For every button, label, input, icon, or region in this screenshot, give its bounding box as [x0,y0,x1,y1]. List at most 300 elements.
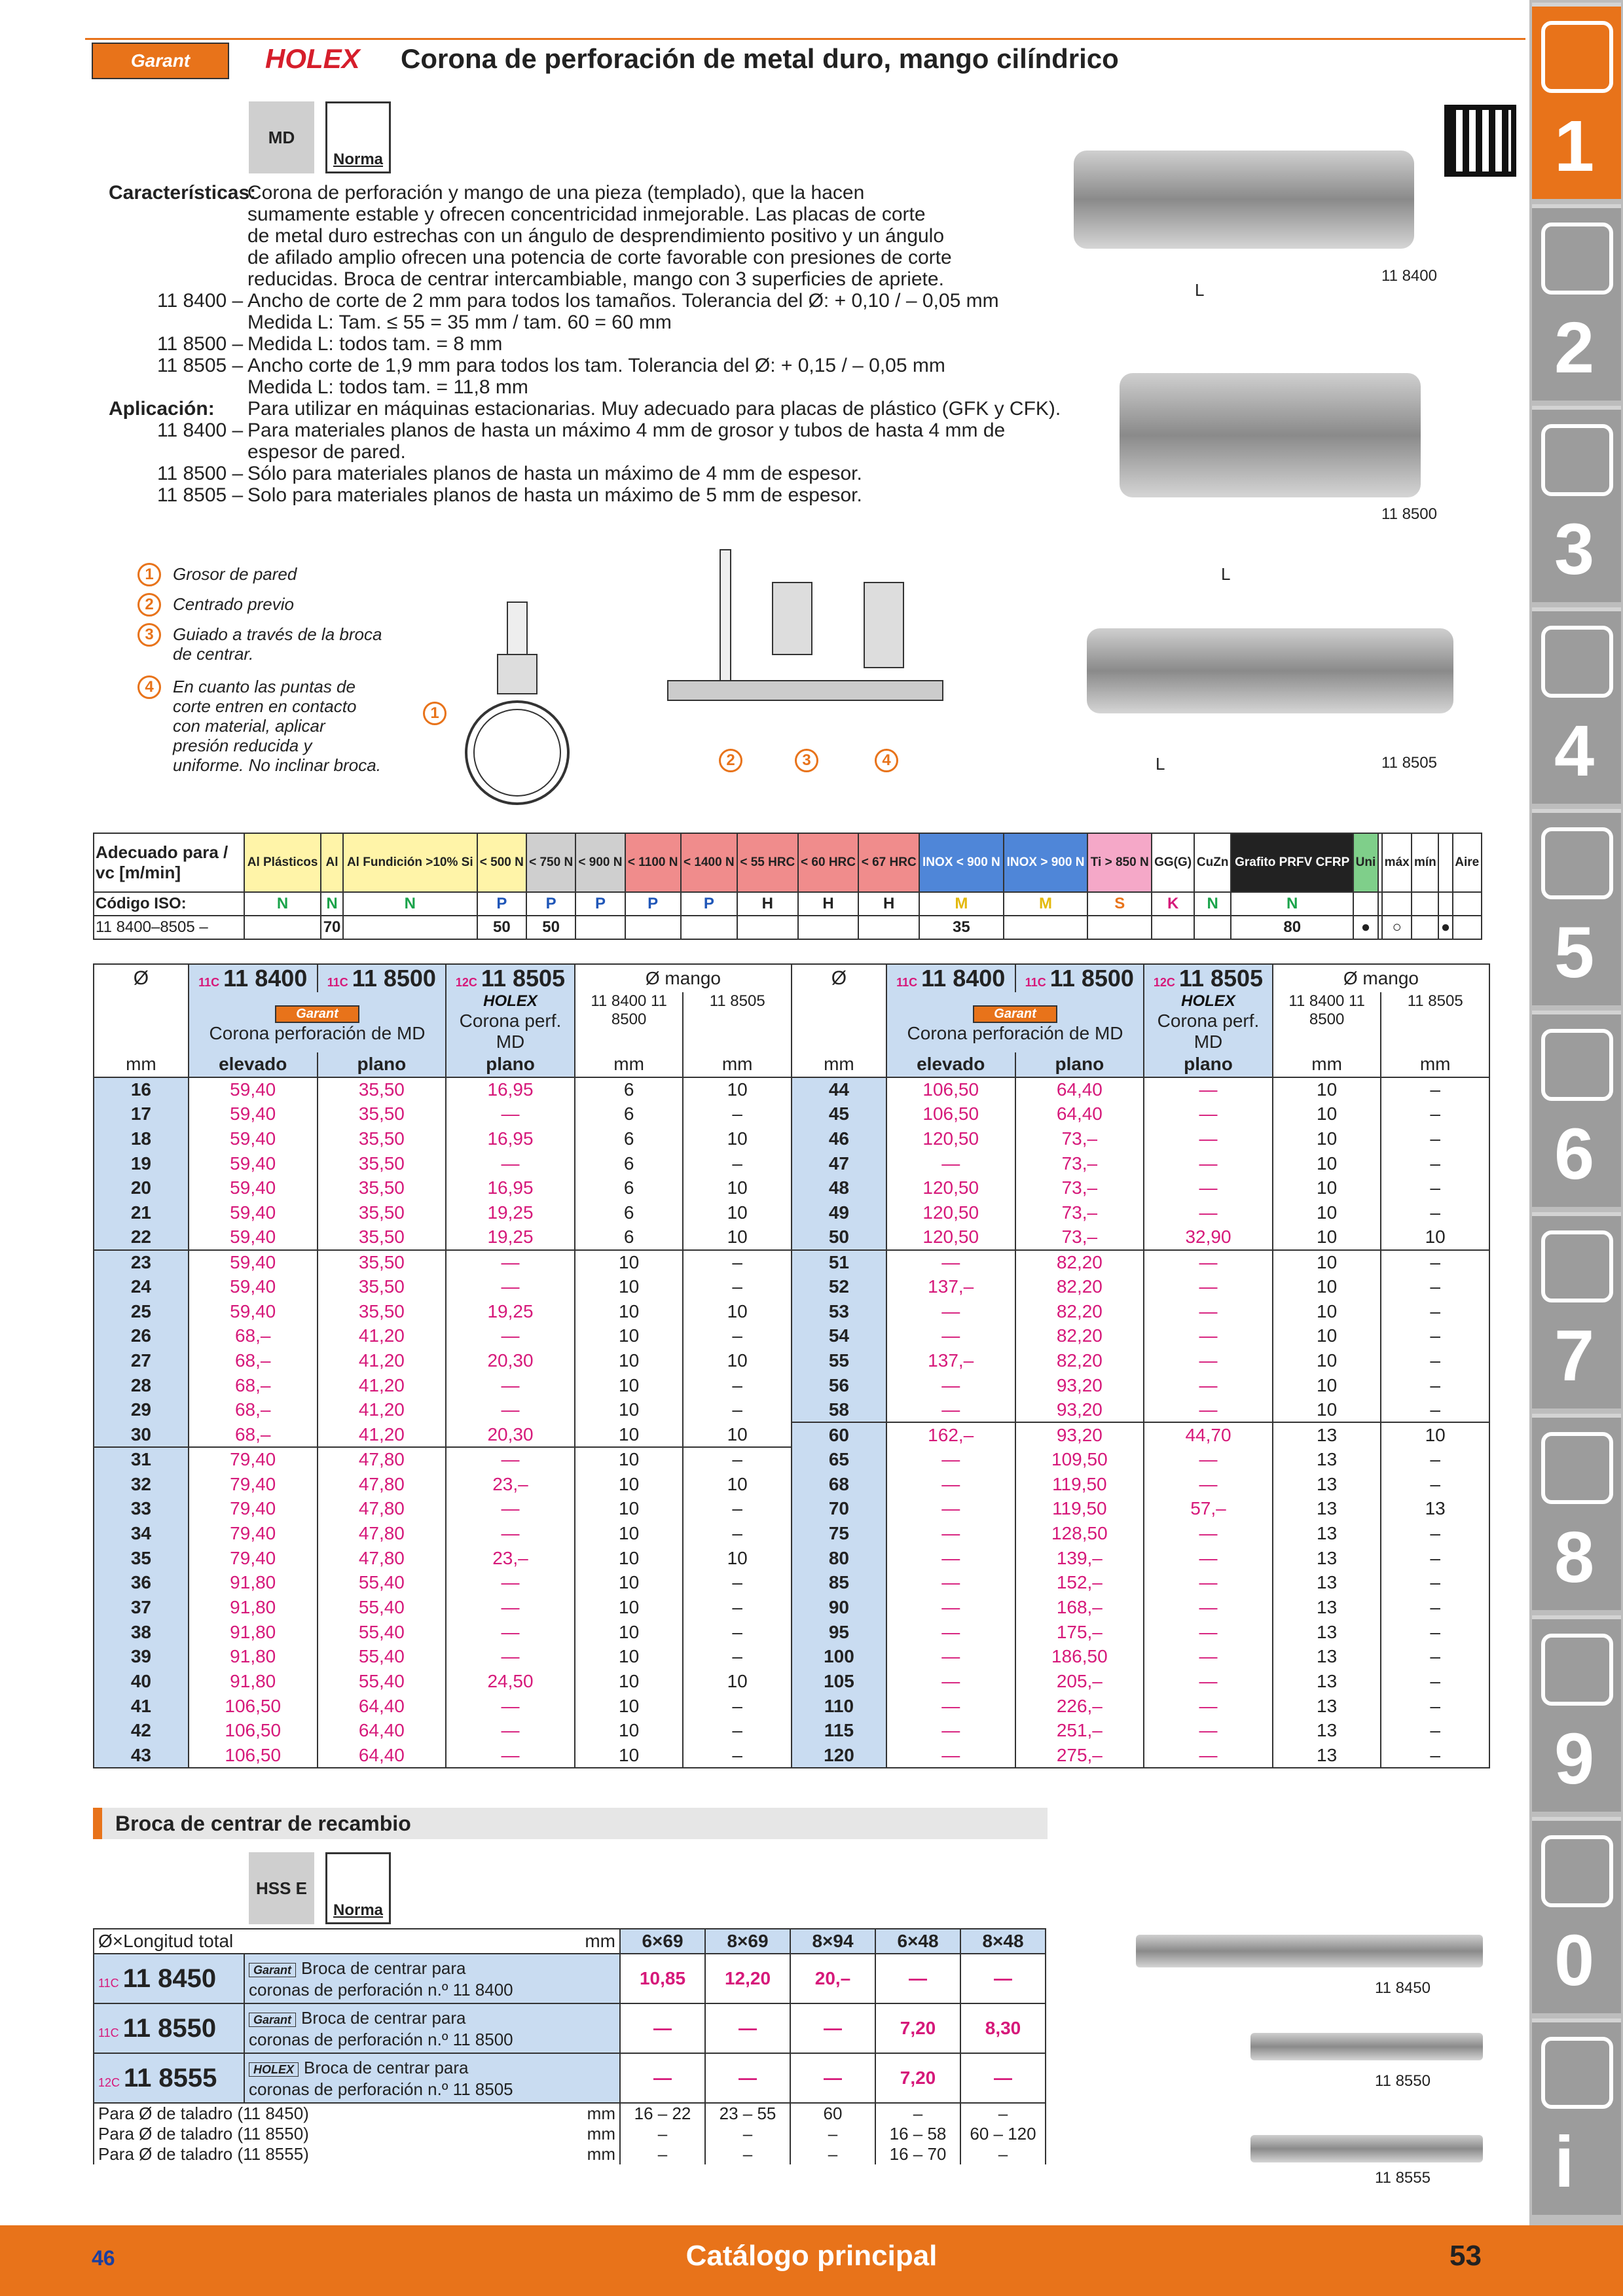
material-header: < 67 HRC [858,833,919,892]
spare-desc: coronas de perforación n.º 11 8500 [249,2029,513,2049]
price-cell: — [446,1274,575,1299]
article-code: 11 8450 [122,1964,217,1993]
aplicacion-label: Aplicación: [109,398,215,420]
diameter-cell: 120 [792,1743,886,1768]
price-cell: 47,80 [318,1546,447,1571]
shank-cell: – [683,1151,792,1176]
brand-logo: Garant [249,1963,296,1977]
table-row [792,1299,1489,1324]
size-header: 6×69 [620,1929,705,1954]
price-cell: — [875,1954,960,2003]
shank-cell: – [683,1398,792,1423]
price-cell: — [1144,1151,1273,1176]
table-row [792,1373,1489,1398]
price-cell: — [705,2003,790,2053]
table-row [792,1102,1489,1126]
price-cell: 251,– [1015,1719,1144,1744]
material-header: Grafito PRFV CFRP [1231,833,1353,892]
cutting-speed [575,916,625,939]
col-description: Corona perf. MD [459,1011,562,1052]
diameter-cell: 47 [792,1151,886,1176]
note-text: Guiado a través de la broca de centrar. [173,624,382,664]
unit-header: plano [318,1052,447,1077]
code-tag: 12C [455,976,477,989]
chapter-tab-7[interactable] [1532,1212,1621,1408]
col-code: 11 8500 [1049,965,1134,992]
iso-code: H [858,892,919,916]
price-cell: 8,30 [960,2003,1046,2053]
diagram-callout: 2 [719,749,742,772]
price-cell: 91,80 [189,1669,318,1694]
diameter-cell: 34 [94,1521,189,1546]
price-table-left [93,963,792,1768]
spec-code: 11 8505 – [157,355,244,376]
shank-cell: – [1381,1200,1489,1225]
price-cell: 64,40 [1015,1077,1144,1102]
diameter-cell: 75 [792,1521,886,1546]
note-number: 2 [137,593,161,617]
chapter-number: 3 [1554,509,1595,590]
price-cell: 32,90 [1144,1225,1273,1250]
chapter-tab-8[interactable] [1532,1414,1621,1610]
table-row [792,1398,1489,1423]
price-cell: 119,50 [1015,1496,1144,1521]
shank-cell: – [1381,1546,1489,1571]
table-row [94,1620,792,1645]
chapter-tab-4[interactable] [1532,607,1621,804]
col-118400-header [886,964,1015,992]
note-number: 3 [137,623,161,647]
price-cell: 16,95 [446,1077,575,1102]
spec-text: Medida L: todos tam. = 8 mm [247,333,503,355]
table-row [94,1694,792,1719]
diameter-cell: 35 [94,1546,189,1571]
description-line: de metal duro estrechas con un ángulo de desprendimiento positivo y un ángulo [247,225,945,247]
shank-cell: 10 [575,1422,684,1447]
price-cell: 55,40 [318,1570,447,1595]
shank-cell: – [1381,1299,1489,1324]
unit-header: elevado [189,1052,318,1077]
shank-cell: 10 [1273,1348,1381,1373]
shank-cell: – [683,1694,792,1719]
price-cell: 139,– [1015,1546,1144,1571]
material-header: INOX > 900 N [1004,833,1088,892]
price-cell: 79,40 [189,1496,318,1521]
holex-logo: HOLEX [265,43,360,74]
price-cell: 41,20 [318,1398,447,1423]
aplicacion-code: 11 8505 – [157,484,244,506]
shank-cell: – [683,1521,792,1546]
col-code: 11 8400 [921,965,1006,992]
cutting-speed: 35 [919,916,1004,939]
shank-cell: – [683,1447,792,1472]
cutting-speed [858,916,919,939]
shank-cell: 10 [683,1299,792,1324]
shank-cell: 10 [683,1225,792,1250]
qr-code-icon[interactable] [1444,105,1516,177]
price-cell: 82,20 [1015,1274,1144,1299]
table-row [792,1274,1489,1299]
aplicacion-text: espesor de pared. [247,441,406,463]
price-cell: 35,50 [318,1102,447,1126]
material-header: Al Plásticos [244,833,321,892]
price-cell: 73,– [1015,1126,1144,1151]
safety-icon [1541,1835,1613,1907]
price-cell: 68,– [189,1324,318,1349]
price-cell: 10,85 [620,1954,705,2003]
material-header: < 900 N [575,833,625,892]
info-icon [1541,2037,1613,2109]
shank-cell: 10 [575,1373,684,1398]
aplicacion-code: 11 8500 – [157,463,244,484]
price-cell: — [886,1472,1015,1497]
chapter-number: i [1554,2122,1575,2202]
size-header: 8×48 [960,1929,1046,1954]
price-cell: — [446,1496,575,1521]
note-number: 4 [137,675,161,699]
spec-text: Ancho corte de 1,9 mm para todos los tam. Tolerancia del Ø: + 0,15 / – 0,05 mm [247,355,945,376]
price-cell: 175,– [1015,1620,1144,1645]
table-row [792,1151,1489,1176]
diameter-cell: 90 [792,1595,886,1620]
product-label: 11 8505 [1381,754,1437,772]
caracteristicas-label: Características: [109,182,257,204]
size-header: 8×94 [790,1929,875,1954]
iso-code: N [321,892,343,916]
price-cell: 68,– [189,1373,318,1398]
shank-cell: – [683,1250,792,1275]
cutting-speed [1152,916,1194,939]
price-cell: 35,50 [318,1175,447,1200]
diameter-cell: 26 [94,1324,189,1349]
code-tag: 11C [896,976,918,989]
price-cell: 7,20 [875,2053,960,2103]
shank-cell: 10 [575,1595,684,1620]
material-header: Al [321,833,343,892]
shank-header: Ø mango [575,964,792,992]
table-row [94,1102,792,1126]
shank-cell: – [1381,1472,1489,1497]
table-row [792,1077,1489,1102]
shank-cell: – [1381,1570,1489,1595]
cutting-speed: ○ [1382,916,1412,939]
footer-title: Catálogo principal [685,2240,938,2272]
diameter-cell: 50 [792,1225,886,1250]
price-cell: 41,20 [318,1324,447,1349]
unit-header: plano [1144,1052,1273,1077]
chapter-tab-5[interactable] [1532,809,1621,1005]
drill-range-cell: – [790,2124,875,2144]
shank-cell: 10 [683,1200,792,1225]
shank-cell: – [1381,1447,1489,1472]
shank-cell: 10 [575,1645,684,1670]
shank-cell: – [1381,1250,1489,1275]
price-cell: — [1144,1299,1273,1324]
table-row [792,1620,1489,1645]
cutting-speed [681,916,737,939]
diameter-cell: 48 [792,1175,886,1200]
dimension-l-label: L [1221,564,1231,584]
price-cell: 20,30 [446,1348,575,1373]
table-row [792,1348,1489,1373]
shank-cell: 10 [683,1669,792,1694]
price-cell: 73,– [1015,1175,1144,1200]
material-header: < 1100 N [625,833,681,892]
price-cell: 12,20 [705,1954,790,2003]
diameter-cell: 95 [792,1620,886,1645]
price-cell: — [446,1373,575,1398]
product-label: 11 8450 [1375,1979,1431,1997]
price-cell: 79,40 [189,1546,318,1571]
material-badge: HSS E [249,1852,314,1924]
shank-sub: 11 8505 [1381,992,1489,1052]
code-tag: 11C [327,976,348,989]
price-cell: — [960,2053,1046,2103]
price-cell: 20,30 [446,1422,575,1447]
table-row [94,1447,792,1472]
price-cell: — [446,1102,575,1126]
page-number-left: 46 [92,2246,115,2270]
price-cell: 106,50 [886,1102,1015,1126]
chapter-tab-6[interactable] [1532,1011,1621,1207]
price-cell: — [886,1447,1015,1472]
shank-sub: 11 8400 11 8500 [575,992,684,1052]
description-line: reducidas. Broca de centrar intercambiable, mango con 3 superficies de apriete. [247,268,944,290]
price-cell: — [1144,1324,1273,1349]
shank-cell: 6 [575,1175,684,1200]
shank-cell: – [683,1719,792,1744]
shank-cell: 10 [575,1472,684,1497]
material-header: mín [1412,833,1438,892]
shank-sub: 11 8505 [683,992,792,1052]
shank-cell: – [683,1743,792,1768]
drill-icon [1541,21,1613,93]
table-row [94,1546,792,1571]
drill-range-cell: 16 – 22 [620,2103,705,2124]
price-cell: 55,40 [318,1595,447,1620]
shank-cell: – [683,1595,792,1620]
unit-header: plano [1015,1052,1144,1077]
diameter-cell: 110 [792,1694,886,1719]
drill-range-cell: – [705,2144,790,2164]
price-cell: 79,40 [189,1521,318,1546]
table-row [94,1496,792,1521]
material-header: Al Fundición >10% Si [343,833,477,892]
price-cell: — [886,1694,1015,1719]
table-row [94,1645,792,1670]
shank-cell: 10 [683,1077,792,1102]
diameter-cell: 32 [94,1472,189,1497]
iso-code [1438,892,1452,916]
table-row [94,1595,792,1620]
iso-code: M [1004,892,1088,916]
brand-logo: HOLEX [249,2062,299,2077]
note-number: 1 [137,563,161,586]
price-cell: 16,95 [446,1126,575,1151]
material-header: Aire [1453,833,1482,892]
shank-cell: 10 [683,1422,792,1447]
table-row [94,1077,792,1102]
price-cell: — [446,1324,575,1349]
cutting-speed [343,916,477,939]
shank-cell: 10 [575,1299,684,1324]
code-tag: 11C [98,2026,119,2039]
shank-cell: 10 [575,1719,684,1744]
iso-code: P [575,892,625,916]
diameter-cell: 68 [792,1472,886,1497]
shank-cell: 10 [1273,1175,1381,1200]
unit-header: mm [792,1052,886,1077]
chapter-tab-3[interactable] [1532,406,1621,602]
diameter-cell: 45 [792,1102,886,1126]
product-label: 11 8400 [1381,267,1437,285]
dimension-l-label: L [1195,280,1205,300]
price-cell: 55,40 [318,1669,447,1694]
material-header: INOX < 900 N [919,833,1004,892]
spare-row [94,2003,1046,2053]
price-cell: 64,40 [318,1719,447,1744]
drill-range-cell: 16 – 58 [875,2124,960,2144]
code-tag: 11C [198,976,220,989]
price-cell: 73,– [1015,1225,1144,1250]
diameter-cell: 105 [792,1669,886,1694]
page-title: Corona de perforación de metal duro, mango cilíndrico [401,43,1119,74]
drill-range-unit: mm [587,2104,615,2123]
price-cell: 162,– [886,1422,1015,1447]
cutting-speed [1004,916,1088,939]
chapter-tab-2[interactable] [1532,204,1621,401]
iso-code: N [1231,892,1353,916]
spare-row [94,2053,1046,2103]
price-cell: 59,40 [189,1274,318,1299]
price-cell: — [886,1620,1015,1645]
code-tag: 12C [1153,976,1175,989]
chapter-number: 9 [1554,1719,1595,1799]
price-cell: 120,50 [886,1200,1015,1225]
hole-saw-118505-image [1087,628,1453,713]
centering-diagram [642,543,956,746]
price-cell: 23,– [446,1472,575,1497]
diameter-cell: 100 [792,1645,886,1670]
table-row [94,1126,792,1151]
table-row [792,1447,1489,1472]
iso-code: P [681,892,737,916]
diameter-cell: 53 [792,1299,886,1324]
price-cell: 120,50 [886,1225,1015,1250]
shank-cell: 13 [1273,1521,1381,1546]
diameter-cell: 56 [792,1373,886,1398]
hole-saw-118400-image [1074,151,1414,249]
chapter-tab-9[interactable] [1532,1615,1621,1812]
price-cell: 35,50 [318,1225,447,1250]
price-cell: — [1144,1472,1273,1497]
diameter-cell: 40 [94,1669,189,1694]
shank-cell: 10 [1273,1373,1381,1398]
table-row [792,1324,1489,1349]
diameter-header: Ø [94,964,189,992]
shank-cell: 6 [575,1077,684,1102]
shank-cell: 10 [1273,1398,1381,1423]
price-cell: — [1144,1175,1273,1200]
diameter-cell: 115 [792,1719,886,1744]
diameter-cell: 42 [94,1719,189,1744]
price-cell: 41,20 [318,1422,447,1447]
note-text: Grosor de pared [173,564,297,584]
iso-code: N [1194,892,1231,916]
price-cell: — [446,1595,575,1620]
iso-code: K [1152,892,1194,916]
price-cell: 59,40 [189,1077,318,1102]
drill-range-label: Para Ø de taladro (11 8550) [98,2124,309,2144]
spec-text: Medida L: Tam. ≤ 55 = 35 mm / tam. 60 = 60 mm [247,312,672,333]
drill-range-cell: 60 – 120 [960,2124,1046,2144]
shank-cell: 6 [575,1200,684,1225]
table-row [792,1175,1489,1200]
spare-header-label: Ø×Longitud total [98,1931,234,1951]
shank-cell: – [683,1620,792,1645]
iso-code: H [798,892,859,916]
unit-header: elevado [886,1052,1015,1077]
diameter-cell: 43 [94,1743,189,1768]
shank-cell: – [1381,1348,1489,1373]
price-cell: — [886,1521,1015,1546]
table-row [94,1398,792,1423]
shank-cell: 10 [1273,1126,1381,1151]
suitability-row-label: Adecuado para / vc [m/min] [94,833,244,892]
drill-range-label: Para Ø de taladro (11 8555) [98,2144,309,2164]
drill-range-cell: – [790,2144,875,2164]
price-cell: 47,80 [318,1472,447,1497]
shank-cell: 13 [1273,1447,1381,1472]
product-label: 11 8500 [1381,505,1437,523]
iso-code [1453,892,1482,916]
drill-range-cell: 16 – 70 [875,2144,960,2164]
centering-drill-118555-image [1250,2135,1483,2162]
table-row [792,1694,1489,1719]
page-number-right: 53 [1450,2240,1482,2272]
chapter-tab-0[interactable] [1532,1817,1621,2013]
unit-header: mm [94,1052,189,1077]
price-cell: — [1144,1102,1273,1126]
price-cell: 35,50 [318,1126,447,1151]
table-row [792,1225,1489,1250]
chapter-tab-1[interactable] [1532,3,1621,199]
note-text: En cuanto las puntas de corte entren en contacto con material, aplicar presión reducida y uniforme. No inclinar broca. [173,677,381,775]
suitability-table [93,833,1482,940]
table-row [94,1324,792,1349]
price-cell: 79,40 [189,1447,318,1472]
cutting-speed [798,916,859,939]
price-cell: 59,40 [189,1225,318,1250]
aplicacion-text: Para utilizar en máquinas estacionarias. Muy adecuado para placas de plástico (GFK y CFK). [247,398,1061,420]
price-cell: — [1144,1620,1273,1645]
material-header: < 500 N [477,833,526,892]
hole-saw-118500-image [1120,373,1421,497]
price-cell: 73,– [1015,1151,1144,1176]
price-cell: 57,– [1144,1496,1273,1521]
price-cell: 59,40 [189,1200,318,1225]
price-cell: — [886,1151,1015,1176]
shank-sub: 11 8400 11 8500 [1273,992,1381,1052]
chapter-tab-i[interactable] [1532,2018,1621,2215]
wall-thickness-diagram [458,589,576,812]
iso-code: P [625,892,681,916]
price-cell: — [446,1521,575,1546]
shank-cell: 13 [1273,1422,1381,1447]
cutting-speed [737,916,798,939]
price-cell: — [446,1250,575,1275]
table-row [792,1595,1489,1620]
